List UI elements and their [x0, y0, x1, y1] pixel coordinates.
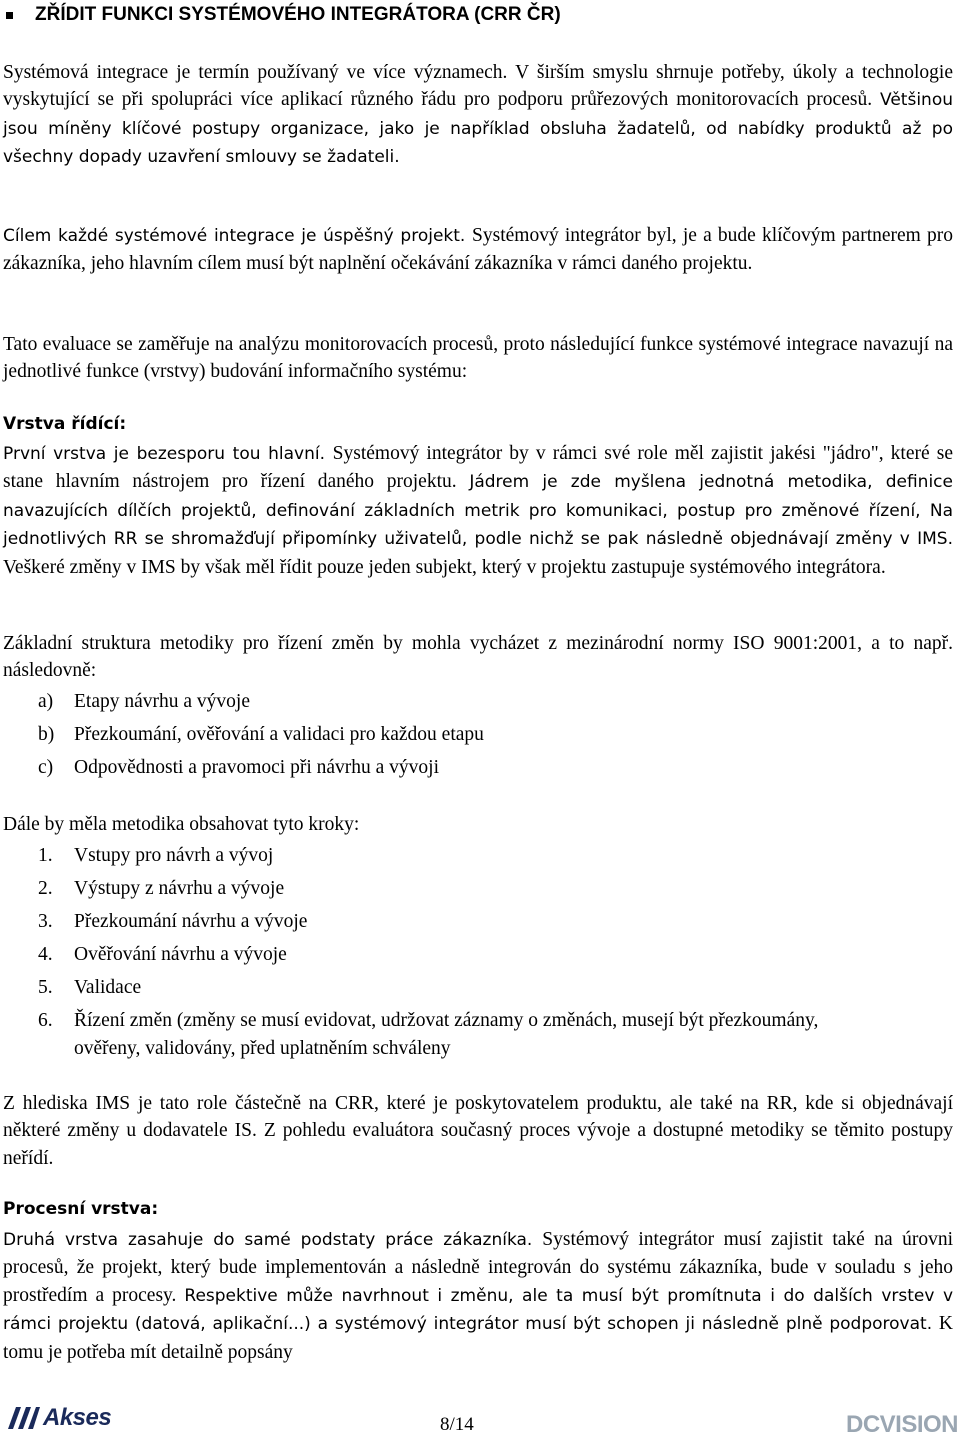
section-heading-text: ZŘÍDIT FUNKCI SYSTÉMOVÉHO INTEGRÁTORA (CRR ČR) — [35, 4, 561, 25]
paragraph-ims: Z hlediska IMS je tato role částečně na CRR, které je poskytovatelem produktu, ale také na RR, kde si objednávají některé změny u dodavatele IS. Z pohledu evaluátora současný proces vývoje a dostupné metodiky se těmito postupy neřídí. — [3, 1093, 953, 1169]
list-text: Etapy návrhu a vývoje — [74, 691, 250, 712]
paragraph-process-part4: K tomu je potřeba mít detailně popsány — [3, 1313, 953, 1363]
page-number: 8/14 — [440, 1414, 474, 1435]
list-text: Výstupy z návrhu a vývoje — [74, 878, 285, 899]
list-item — [38, 941, 874, 974]
list-text: Přezkoumání návrhu a vývoje — [74, 911, 308, 932]
list-marker: 3. — [38, 911, 53, 932]
paragraph-process-part3: Respektive může navrhnout i změnu, ale ta musí být promítnuta i do dalších vrstev v rámci projektu (datová, aplikační...) a systémový integrátor musí být schopen ji následně plně podporovat. — [3, 1285, 954, 1335]
list-marker: a) — [38, 691, 54, 712]
paragraph-evaluation: Tato evaluace se zaměřuje na analýzu monitorovacích procesů, proto následující funkce systémové integrace navazují na jednotlivé funkce (vrstvy) budování informačního systému: — [3, 334, 953, 383]
paragraph-control-part4: Veškeré změny v IMS by však měl řídit pouze jeden subjekt, který v projektu zastupuje systémového integrátora. — [3, 556, 886, 578]
paragraph-steps-intro: Dále by měla metodika obsahovat tyto kroky: — [3, 814, 360, 835]
list-text: Přezkoumání, ověřování a validaci pro každou etapu — [74, 724, 484, 745]
list-text: Odpovědnosti a pravomoci při návrhu a vývoji — [74, 757, 440, 778]
list-text: Vstupy pro návrh a vývoj — [74, 845, 274, 866]
paragraph-intro-part2: Většinou jsou míněny klíčové postupy organizace, jako je například obsluha žadatelů, od nabídky produktů až po všechny dopady uzavření smlouvy se žadateli. — [3, 90, 953, 168]
list-item — [38, 688, 484, 721]
paragraph-control-part1: První vrstva je bezesporu tou hlavní. — [3, 444, 333, 464]
paragraph-methodology: Základní struktura metodiky pro řízení změn by mohla vycházet z mezinárodní normy ISO 9001:2001, a to např. následovně: — [3, 633, 953, 682]
list-text: Řízení změn (změny se musí evidovat, udržovat záznamy o změnách, musejí být přezkoumány, ověřeny, validovány, před uplatněním schváleny — [74, 1010, 819, 1059]
dcvision-logo: DCVISION — [846, 1411, 959, 1438]
list-item — [38, 1007, 874, 1067]
paragraph-process-layer — [3, 1226, 953, 1366]
list-marker: b) — [38, 724, 55, 745]
list-marker: c) — [38, 757, 54, 778]
paragraph-intro-part1: Systémová integrace je termín používaný ve více významech. V širším smyslu shrnuje potřeby, úkoly a technologie vyskytující se při spolupráci více aplikací různého řádu pro podporu průřezových monitorovacích procesů. — [3, 62, 953, 111]
list-text: Validace — [74, 977, 142, 998]
section-heading — [6, 4, 561, 26]
methodology-list — [38, 688, 484, 787]
akses-logo-text: Akses — [43, 1404, 112, 1431]
akses-slashes-icon — [8, 1407, 40, 1429]
list-marker: 6. — [38, 1010, 53, 1031]
list-item — [38, 908, 874, 941]
list-marker: 5. — [38, 977, 53, 998]
list-marker: 2. — [38, 878, 53, 899]
paragraph-control-layer — [3, 440, 953, 581]
list-item — [38, 842, 874, 875]
paragraph-process-part1: Druhá vrstva zasahuje do samé podstaty práce zákazníka. — [3, 1230, 543, 1250]
steps-list — [38, 842, 874, 1067]
list-marker: 4. — [38, 944, 53, 965]
subheading-control-layer: Vrstva řídící: — [3, 414, 127, 434]
list-text: Ověřování návrhu a vývoje — [74, 944, 287, 965]
list-item — [38, 754, 484, 787]
paragraph-control-part2: Systémový integrátor by v rámci své role měl zajistit jakési "jádro", které se stane hlavním nástrojem pro řízení daného projektu. — [3, 443, 953, 493]
list-item — [38, 974, 874, 1007]
paragraph-goal-part1: Cílem každé systémové integrace je úspěšný projekt. — [3, 226, 473, 246]
subheading-process-layer: Procesní vrstva: — [3, 1199, 159, 1219]
akses-logo — [8, 1404, 111, 1432]
paragraph-goal — [3, 222, 953, 278]
list-item — [38, 875, 874, 908]
paragraph-control-part3: Jádrem je zde myšlena jednotná metodika, definice navazujících dílčích projektů, definování základních metrik pro komunikaci, postup pro změnové řízení, Na jednotlivých RR se shromažďují připomínky uživatelů, podle nichž se pak následně objednávají změny v IMS. — [3, 472, 953, 550]
list-marker: 1. — [38, 845, 53, 866]
paragraph-process-part2: Systémový integrátor musí zajistit také na úrovni procesů, že projekt, který bude implementován a následně integrován do systému zákazníka, bude v souladu s jeho prostředím a procesy. — [3, 1229, 953, 1306]
paragraph-intro — [3, 59, 953, 172]
paragraph-goal-part2: Systémový integrátor byl, je a bude klíčovým partnerem pro zákazníka, jeho hlavním cílem musí být naplnění očekávání zákazníka v rámci daného projektu. — [3, 225, 954, 275]
list-item — [38, 721, 484, 754]
square-bullet-icon — [6, 12, 13, 19]
